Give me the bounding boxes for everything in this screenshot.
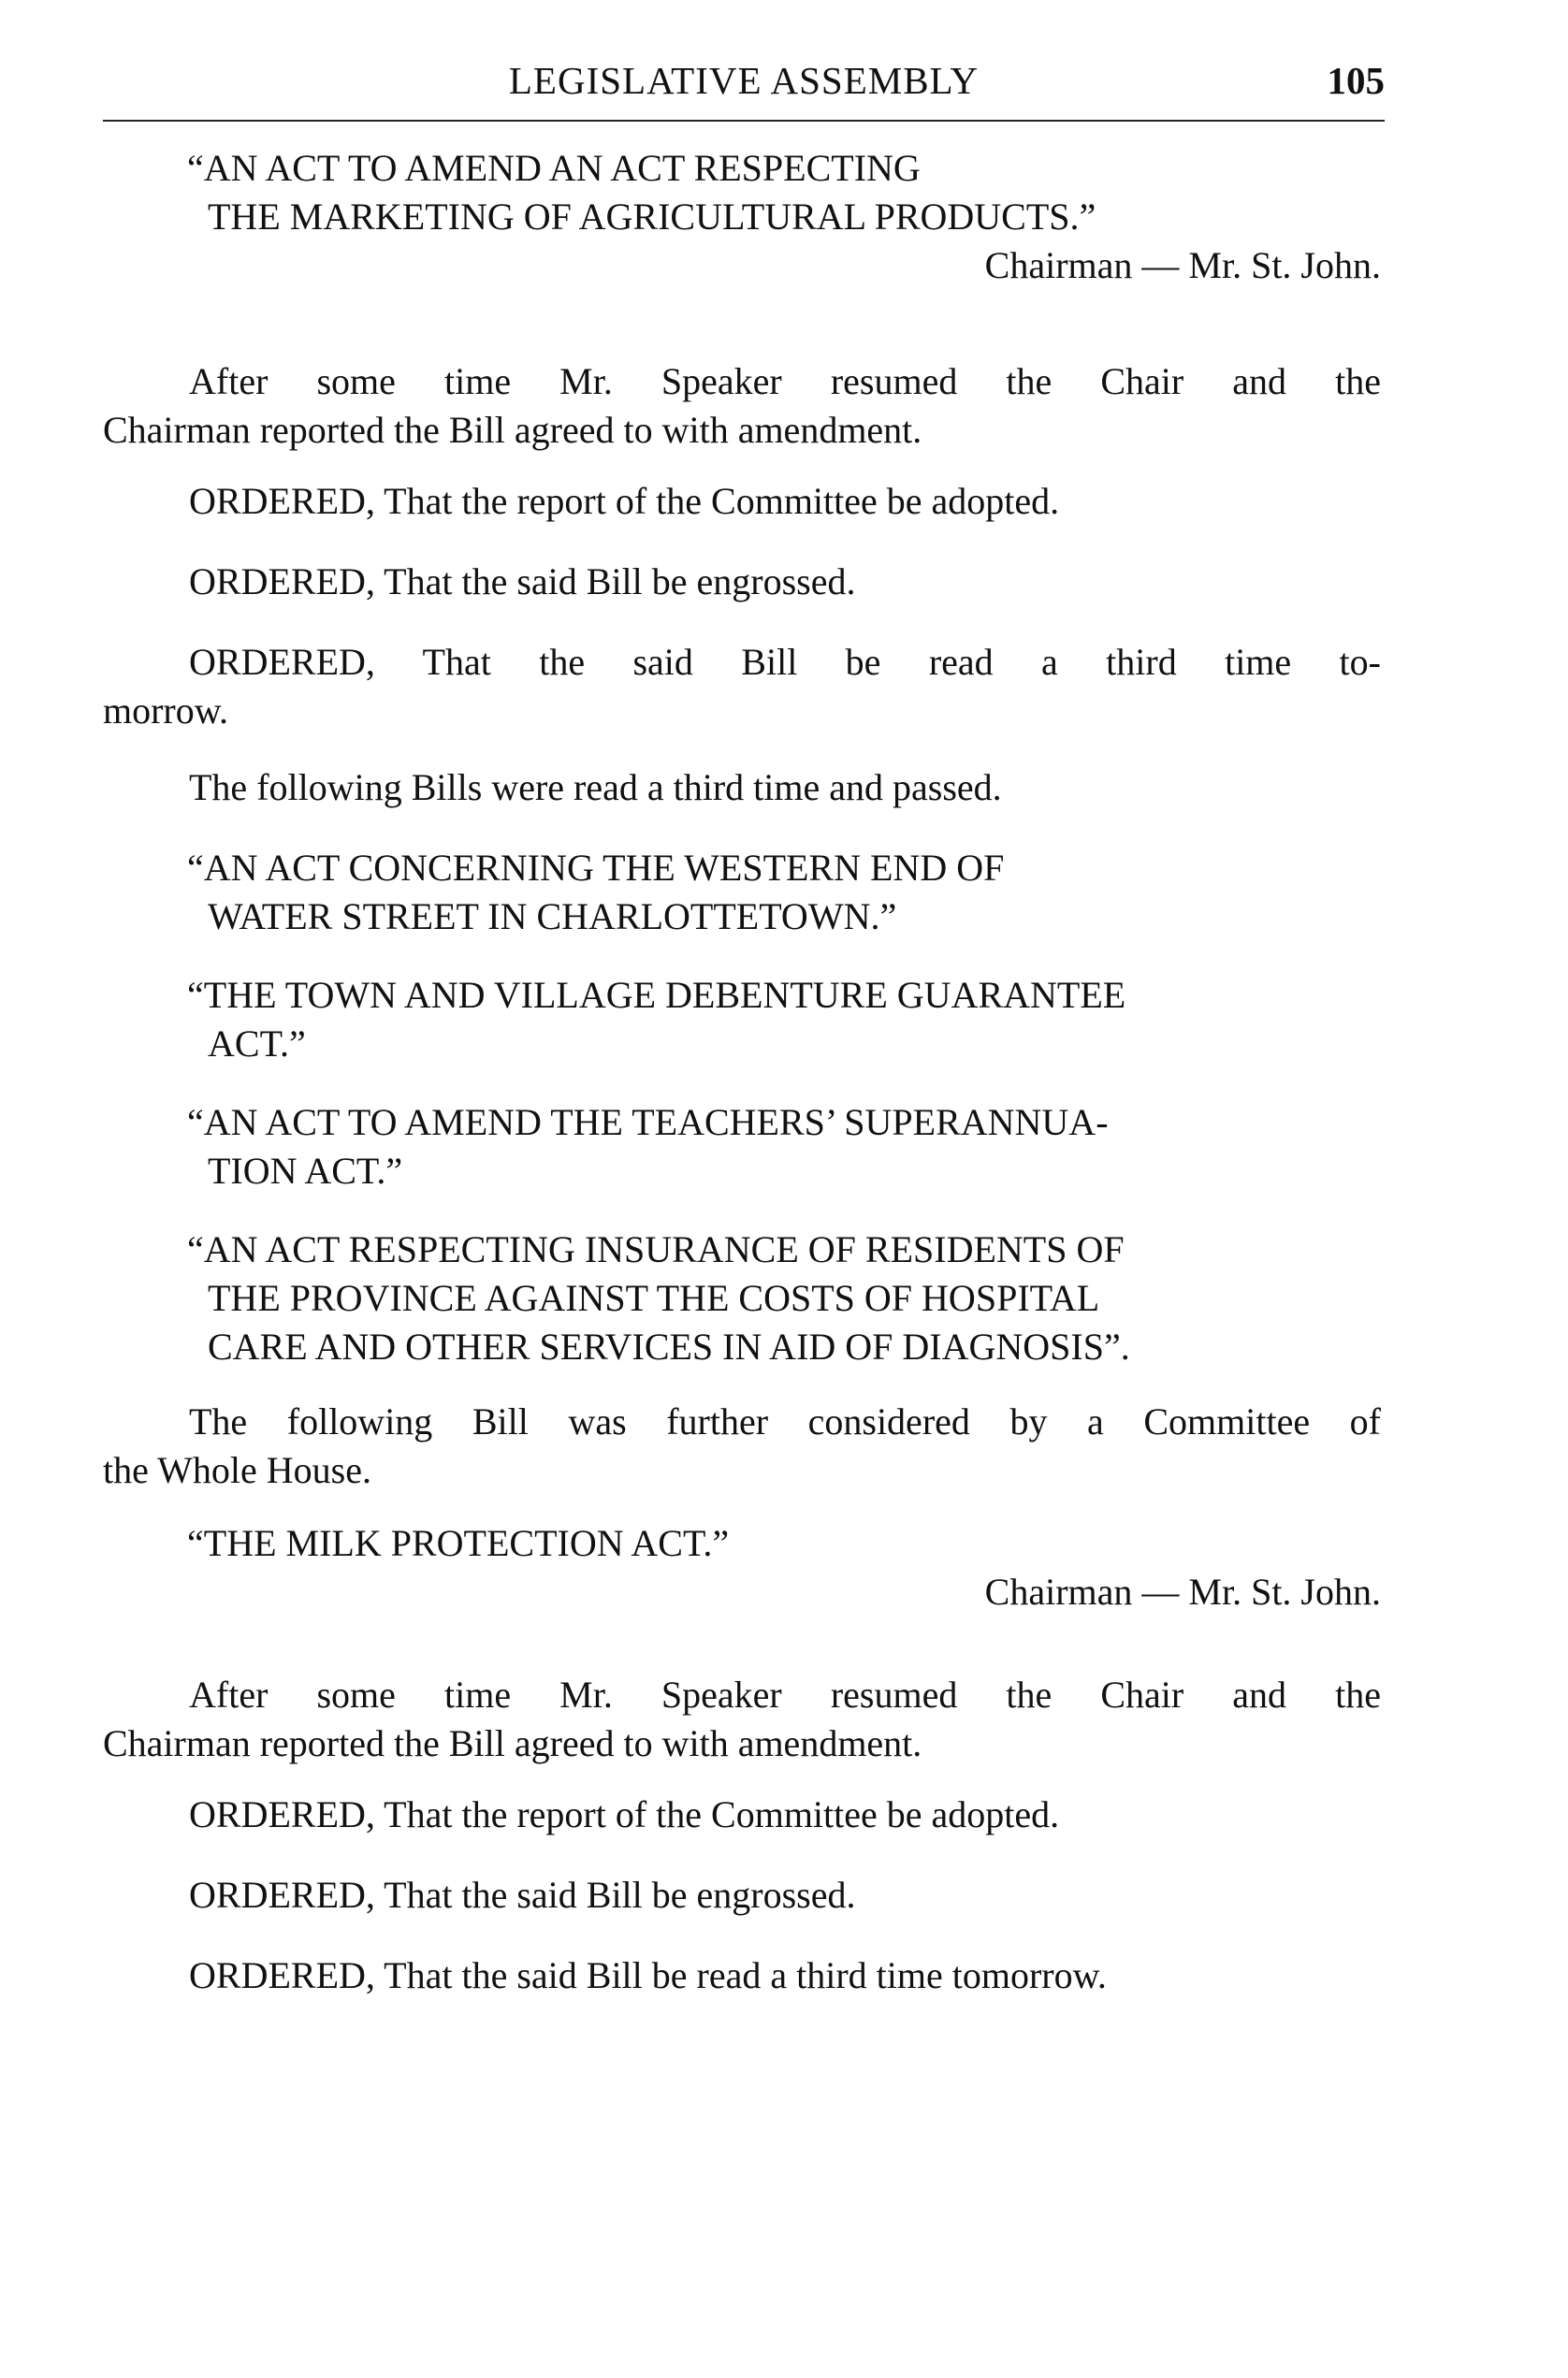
paragraph-line: After some time Mr. Speaker resumed the Chair and the (189, 360, 1381, 402)
bill-title-debenture (103, 971, 1465, 1068)
bill-title-line: “THE TOWN AND VILLAGE DEBENTURE GUARANTEE (187, 974, 1126, 1016)
paragraph-line: After some time Mr. Speaker resumed the Chair and the (189, 1674, 1381, 1716)
order-report-adopted: ORDERED, That the report of the Committee be adopted. (189, 1793, 1060, 1835)
header-title: LEGISLATIVE ASSEMBLY (508, 59, 980, 102)
bill-title-line: THE MARKETING OF AGRICULTURAL PRODUCTS.” (208, 196, 1096, 238)
committee-report-paragraph (103, 357, 1381, 455)
bill-title-line: WATER STREET IN CHARLOTTETOWN.” (208, 895, 897, 937)
third-reading-intro: The following Bills were read a third time and passed. (189, 766, 1002, 808)
bill-title-line: “AN ACT TO AMEND THE TEACHERS’ SUPERANNUA- (187, 1101, 1109, 1143)
further-considered-paragraph (103, 1398, 1381, 1495)
bill-title-superannuation (103, 1098, 1465, 1196)
bill-title-line: “AN ACT CONCERNING THE WESTERN END OF (187, 847, 1005, 889)
bill-title-hospital-insurance (103, 1225, 1465, 1371)
bill-title-line: ACT.” (208, 1022, 306, 1065)
paragraph-line: ORDERED, That the said Bill be read a third time to- (189, 641, 1381, 683)
bill-title-line: CARE AND OTHER SERVICES IN AID OF DIAGNOSIS”. (208, 1326, 1130, 1368)
bill-title-marketing (103, 144, 1465, 241)
bill-title-line: “AN ACT TO AMEND AN ACT RESPECTING (187, 147, 921, 189)
bill-title-line: THE PROVINCE AGAINST THE COSTS OF HOSPITAL (208, 1277, 1100, 1319)
chairman-line: Chairman — Mr. St. John. (984, 244, 1381, 286)
bill-title-milk-protection: “THE MILK PROTECTION ACT.” (187, 1522, 730, 1564)
bill-title-water-street (103, 844, 1465, 941)
committee-report-paragraph (103, 1671, 1381, 1768)
running-header (103, 58, 1385, 107)
paragraph-line: Chairman reported the Bill agreed to with amendment. (103, 409, 922, 451)
paragraph-line: morrow. (103, 689, 229, 732)
header-rule (103, 120, 1385, 122)
order-engrossed: ORDERED, That the said Bill be engrossed. (189, 1874, 856, 1916)
order-third-reading (103, 638, 1381, 735)
bill-title-line: “AN ACT RESPECTING INSURANCE OF RESIDENTS OF (187, 1228, 1125, 1270)
order-report-adopted: ORDERED, That the report of the Committee be adopted. (189, 480, 1060, 522)
paragraph-line: the Whole House. (103, 1449, 371, 1491)
order-third-reading: ORDERED, That the said Bill be read a third time tomorrow. (189, 1954, 1107, 1996)
page-number: 105 (1327, 59, 1385, 102)
chairman-line: Chairman — Mr. St. John. (984, 1571, 1381, 1613)
order-engrossed: ORDERED, That the said Bill be engrossed. (189, 560, 856, 602)
paragraph-line: Chairman reported the Bill agreed to with amendment. (103, 1722, 922, 1764)
paragraph-line: The following Bill was further considered by a Committee of (189, 1400, 1381, 1443)
bill-title-line: TION ACT.” (208, 1150, 403, 1192)
